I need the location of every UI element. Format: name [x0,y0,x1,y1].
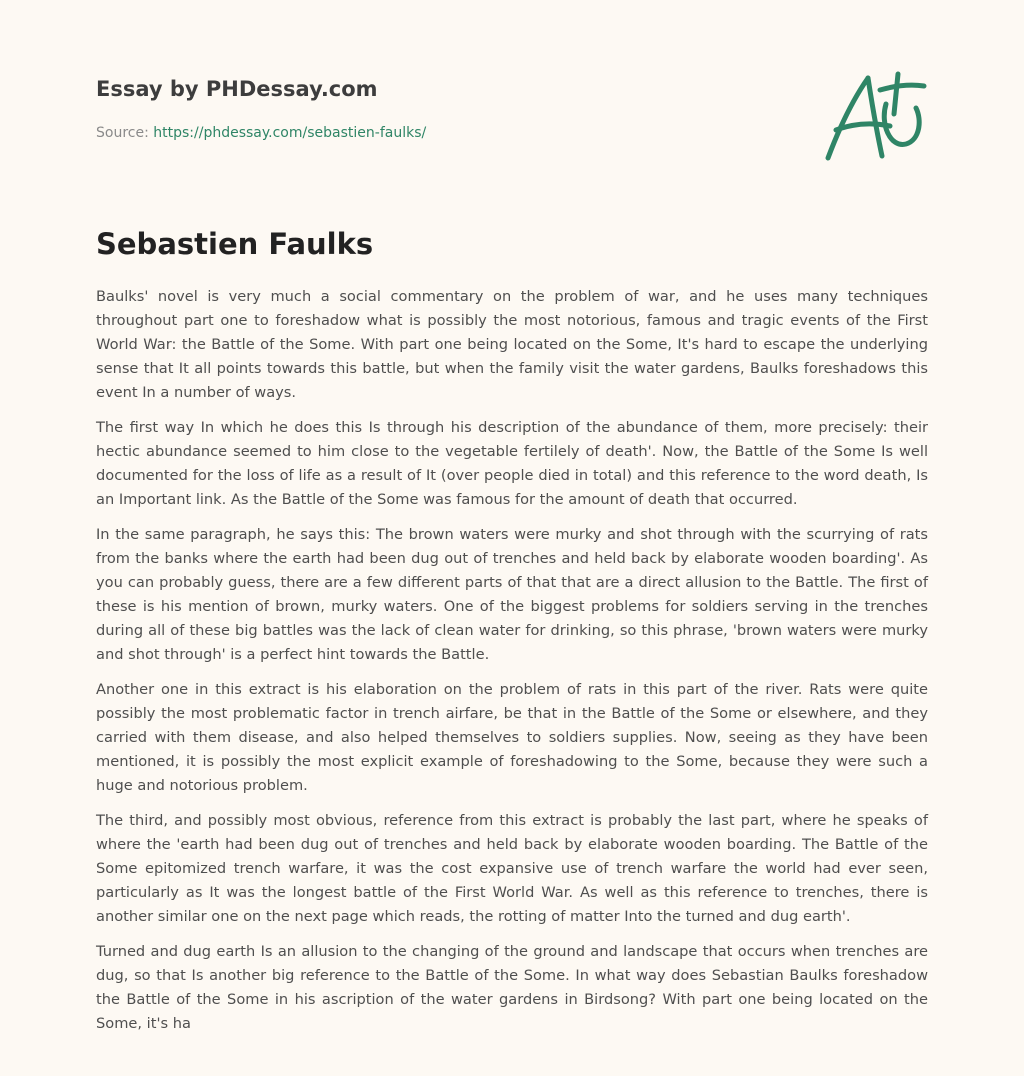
paragraph: Another one in this extract is his elaboration on the problem of rats in this part of the river. Rats were quite possibly the most problematic factor in trench airfare, be that in the Battle of the Some or elsewhere, and they carried with them disease, and also helped themselves to soldiers supplies. Now, seeing as they have been mentioned, it is possibly the most explicit example of foreshadowing to the Some, because they were such a huge and notorious problem. [96,681,928,794]
source-line [96,123,696,143]
a-plus-logo-icon [818,64,930,164]
page-title: Sebastien Faulks [96,227,374,261]
paragraph: Turned and dug earth Is an allusion to the changing of the ground and landscape that occurs when trenches are dug, so that Is another big reference to the Battle of the Some. In what way does Sebastian Baulks foreshadow the Battle of the Some in his ascription of the water gardens in Birdsong? With part one being located on the Some, it's ha [96,943,928,1032]
source-label: Source: [96,125,154,141]
article-body [96,285,928,1047]
source-link[interactable]: https://phdessay.com/sebastien-faulks/ [153,125,427,141]
site-brand: Essay by PHDessay.com [96,77,378,101]
header [96,74,696,143]
paragraph: Baulks' novel is very much a social commentary on the problem of war, and he uses many techniques throughout part one to foreshadow what is possibly the most notorious, famous and tragic events of the First World War: the Battle of the Some. With part one being located on the Some, It's hard to escape the underlying sense that It all points towards this battle, but when the family visit the water gardens, Baulks foreshadows this event In a number of ways. [96,288,928,401]
paragraph: In the same paragraph, he says this: The brown waters were murky and shot through with the scurrying of rats from the banks where the earth had been dug out of trenches and held back by elaborate wooden boarding'. As you can probably guess, there are a few different parts of that that are a direct allusion to the Battle. The first of these is his mention of brown, murky waters. One of the biggest problems for soldiers serving in the trenches during all of these big battles was the lack of clean water for drinking, so this phrase, 'brown waters were murky and shot through' is a perfect hint towards the Battle. [96,526,928,663]
paragraph: The third, and possibly most obvious, reference from this extract is probably the last part, where he speaks of where the 'earth had been dug out of trenches and held back by elaborate wooden boarding. The Battle of the Some epitomized trench warfare, it was the cost expansive use of trench warfare the world had ever seen, particularly as It was the longest battle of the First World War. As well as this reference to trenches, there is another similar one on the next page which reads, the rotting of matter Into the turned and dug earth'. [96,812,928,925]
paragraph: The first way In which he does this Is through his description of the abundance of them, more precisely: their hectic abundance seemed to him close to the vegetable fertilely of death'. Now, the Battle of the Some Is well documented for the loss of life as a result of It (over people died in total) and this reference to the word death, Is an Important link. As the Battle of the Some was famous for the amount of death that occurred. [96,419,928,508]
